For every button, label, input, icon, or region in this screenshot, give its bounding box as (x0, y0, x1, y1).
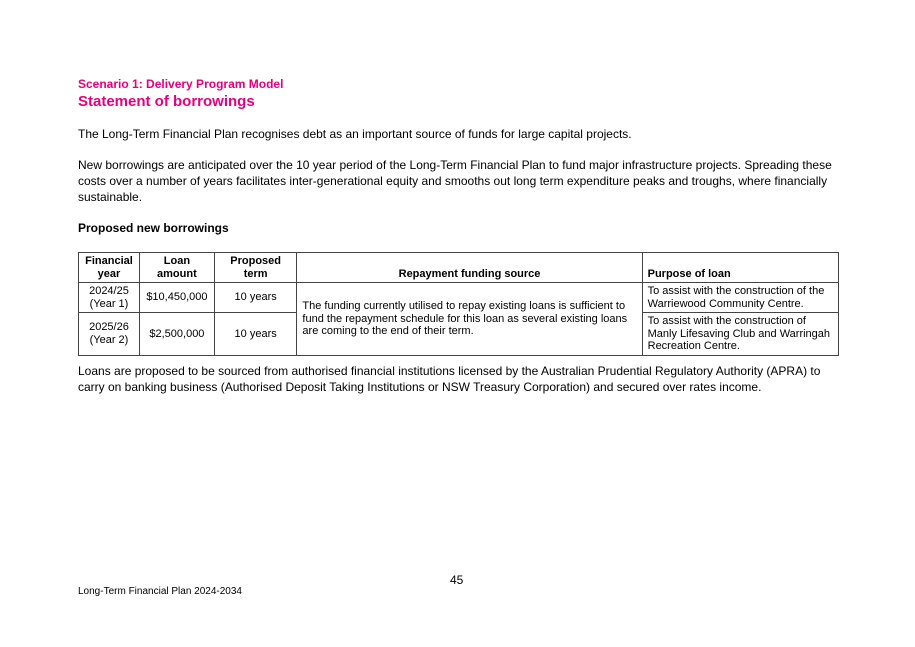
intro-paragraph: The Long-Term Financial Plan recognises debt as an important source of funds for large capital projects. (78, 127, 632, 141)
year-label: (Year 1) (89, 297, 129, 310)
cell-financial-year (79, 313, 140, 356)
cell-repayment-source: The funding currently utilised to repay existing loans is sufficient to fund the repayment schedule for this loan as several existing loans are coming to the end of their term. (297, 283, 642, 356)
year-value: 2025/26 (89, 321, 129, 334)
header-term-line2: term (243, 267, 268, 280)
header-purpose: Purpose of loan (642, 253, 838, 283)
year-value: 2024/25 (89, 285, 129, 297)
year-label: (Year 2) (89, 333, 129, 346)
page-title: Statement of borrowings (78, 93, 255, 110)
header-year-line2: year (97, 267, 121, 280)
page-number: 45 (450, 573, 464, 587)
header-amount-line2: amount (157, 267, 197, 280)
scenario-label: Scenario 1: Delivery Program Model (78, 77, 284, 91)
header-amount-line1: Loan (163, 255, 191, 267)
cell-loan-amount: $10,450,000 (139, 283, 214, 313)
header-loan-amount (139, 253, 214, 283)
cell-purpose: To assist with the construction of Manly Lifesaving Club and Warringah Recreation Centre. (642, 313, 838, 356)
header-financial-year (79, 253, 140, 283)
table-header-row (79, 253, 839, 283)
sourcing-paragraph: Loans are proposed to be sourced from authorised financial institutions licensed by the Australian Prudential Regulatory Authority (APRA) to carry on banking business (Authorised Deposit Taking Institutions or NSW Treasury Corporation) and secured over rates income. (78, 364, 821, 394)
section-subheading: Proposed new borrowings (78, 221, 229, 235)
header-proposed-term (214, 253, 297, 283)
header-year-line1: Financial (85, 255, 133, 267)
cell-financial-year (79, 283, 140, 313)
footer-document-title: Long-Term Financial Plan 2024-2034 (78, 586, 242, 597)
cell-purpose: To assist with the construction of the Warriewood Community Centre. (642, 283, 838, 313)
table-row (79, 283, 839, 313)
cell-loan-amount: $2,500,000 (139, 313, 214, 356)
cell-proposed-term: 10 years (214, 313, 297, 356)
borrowings-table (78, 252, 839, 356)
cell-proposed-term: 10 years (214, 283, 297, 313)
new-borrowings-paragraph: New borrowings are anticipated over the 10 year period of the Long-Term Financial Plan to fund major infrastructure projects. Spreading these costs over a number of years facilitates inter-generational equity and smooths out long term expenditure peaks and troughs, where financially sustainable. (78, 158, 832, 204)
header-term-line1: Proposed (230, 255, 282, 267)
header-repayment-source: Repayment funding source (297, 253, 642, 283)
